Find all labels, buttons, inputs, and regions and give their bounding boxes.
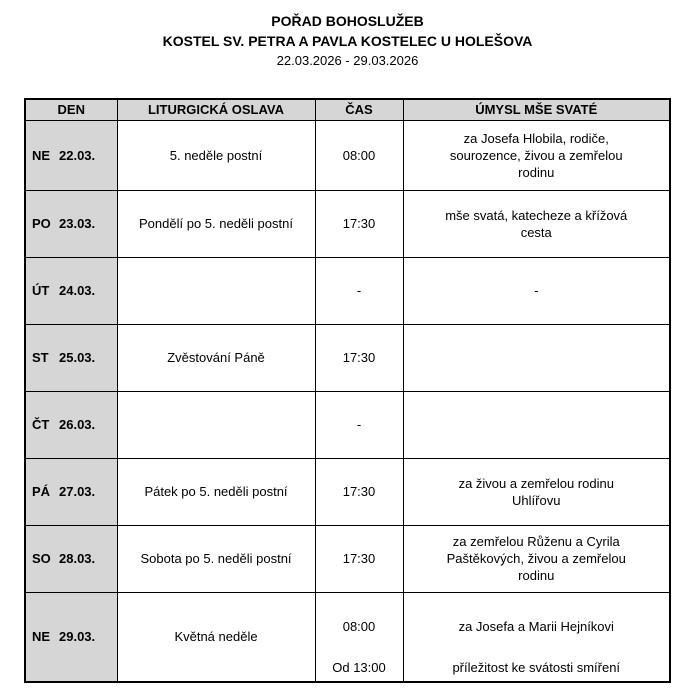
header-cell-cas: ČAS	[315, 99, 403, 120]
celebration-cell: 5. neděle postní	[117, 120, 315, 190]
intention-cell: -	[403, 257, 670, 324]
intention-entry-morning: za Josefa a Marii Hejníkovi	[458, 619, 614, 634]
table-row	[25, 391, 670, 458]
intention-entry-afternoon: příležitost ke svátosti smíření	[452, 659, 621, 675]
time-cell: 17:30	[315, 525, 403, 592]
time-cell: -	[315, 391, 403, 458]
table-row	[25, 257, 670, 324]
day-cell	[25, 257, 117, 324]
document-header	[0, 0, 695, 70]
header-cell-den: DEN	[25, 99, 117, 120]
celebration-cell: Zvěstování Páně	[117, 324, 315, 391]
day-abbrev: ÚT	[32, 283, 50, 298]
day-abbrev: PÁ	[32, 484, 51, 499]
schedule-table	[24, 98, 671, 683]
table-row	[25, 190, 670, 257]
time-cell: 17:30	[315, 458, 403, 525]
day-date: 28.03.	[59, 551, 96, 566]
intention-cell: mše svatá, katecheze a křížová cesta	[403, 190, 670, 257]
table-row	[25, 324, 670, 391]
day-abbrev: NE	[32, 629, 51, 644]
table-row	[25, 458, 670, 525]
day-abbrev: SO	[32, 551, 51, 566]
intention-cell: za živou a zemřelou rodinu Uhlířovu	[403, 458, 670, 525]
page-subtitle: KOSTEL SV. PETRA A PAVLA KOSTELEC U HOLEŠOVA	[162, 33, 533, 49]
day-date: 22.03.	[59, 147, 96, 163]
celebration-cell	[117, 257, 315, 324]
intention-cell: za Josefa Hlobila, rodiče, sourozence, živou a zemřelou rodinu	[403, 120, 670, 190]
day-date: 29.03.	[59, 629, 96, 644]
day-abbrev: PO	[32, 216, 51, 231]
day-date: 27.03.	[59, 484, 96, 499]
time-cell: -	[315, 257, 403, 324]
intention-cell	[403, 391, 670, 458]
day-abbrev: ČT	[32, 417, 50, 432]
celebration-cell	[117, 391, 315, 458]
day-cell	[25, 190, 117, 257]
time-entry-morning: 08:00	[342, 619, 376, 634]
day-date: 26.03.	[59, 417, 96, 432]
day-abbrev: ST	[32, 350, 49, 365]
time-cell: 17:30	[315, 324, 403, 391]
day-date: 24.03.	[59, 283, 96, 298]
day-date: 23.03.	[59, 216, 96, 231]
time-entry-afternoon: Od 13:00	[332, 659, 386, 675]
time-cell	[315, 592, 403, 682]
table-row	[25, 120, 670, 190]
page-title: POŘAD BOHOSLUŽEB	[271, 13, 424, 29]
day-cell	[25, 592, 117, 682]
day-cell	[25, 324, 117, 391]
table-row	[25, 592, 670, 682]
day-cell	[25, 525, 117, 592]
celebration-cell: Pondělí po 5. neděli postní	[117, 190, 315, 257]
day-cell	[25, 120, 117, 190]
intention-cell	[403, 324, 670, 391]
header-cell-umysl: ÚMYSL MŠE SVATÉ	[403, 99, 670, 120]
celebration-cell: Pátek po 5. neděli postní	[117, 458, 315, 525]
celebration-cell: Sobota po 5. neděli postní	[117, 525, 315, 592]
day-cell	[25, 391, 117, 458]
intention-cell: za zemřelou Růženu a Cyrila Paštěkových, živou a zemřelou rodinu	[403, 525, 670, 592]
time-cell: 08:00	[315, 120, 403, 190]
celebration-cell: Květná neděle	[117, 592, 315, 682]
intention-cell	[403, 592, 670, 682]
date-range: 22.03.2026 - 29.03.2026	[276, 53, 419, 68]
table-header-row	[25, 99, 670, 120]
table-row	[25, 525, 670, 592]
time-cell: 17:30	[315, 190, 403, 257]
day-abbrev: NE	[32, 147, 51, 163]
day-date: 25.03.	[59, 350, 96, 365]
day-cell	[25, 458, 117, 525]
header-cell-liturgicka-oslava: LITURGICKÁ OSLAVA	[117, 99, 315, 120]
